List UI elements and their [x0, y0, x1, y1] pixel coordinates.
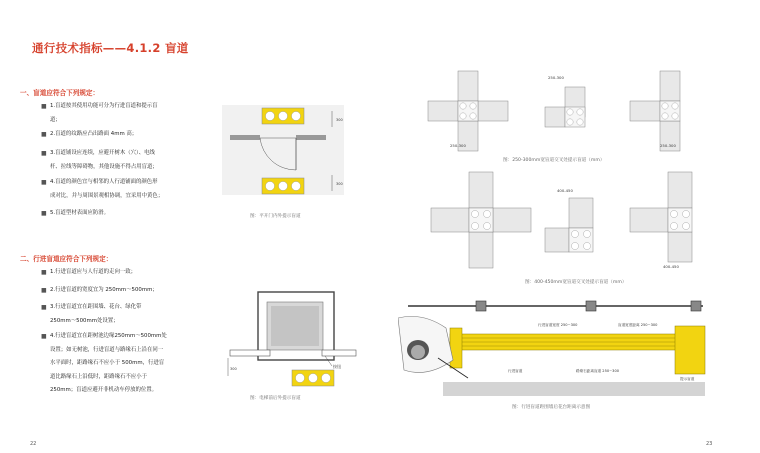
path-label: 提示盲道 [680, 377, 695, 381]
list-item: ■ 5.盲道型材表面应防滑。 [41, 210, 110, 217]
caption-cross-large: 图：400-450mm宽盲道交叉处提示盲道（mm） [525, 280, 627, 285]
dim-label: 300 [336, 118, 343, 122]
dim-label: 300 [230, 367, 237, 371]
section2-heading: 二、行进盲道应符合下列规定： [20, 255, 113, 263]
list-item: ■ 4.行进盲道宜在距树池边缘250mm～500mm处 设置；如无树池，行进盲道与路缘石上沿在同一 水平面时，距路缘石不应小于 500mm，行进盲 道比路缘石上沿低时，距路缘石不应小于 250mm；盲道应避开非机动车停放的位置。 [41, 333, 167, 393]
path-label: 路缘石距离盲道 250~300 [576, 369, 620, 373]
crossing-small-figure [420, 65, 710, 165]
caption-cross-small: 图：250-300mm宽盲道交叉处提示盲道（mm） [503, 158, 605, 163]
door-tactile-figure [222, 105, 362, 225]
caption-elevator: 图：电梯前后外提示盲道 [250, 396, 301, 401]
dim-label: 300 [336, 182, 343, 186]
path-label: 行进盲道宽度 250~300 [538, 323, 578, 327]
elevator-tactile-figure [222, 288, 362, 393]
dim-label: 400-450 [557, 188, 573, 193]
list-item: ■ 1.行进盲道应与人行道的走向一致； [41, 269, 137, 276]
dim-label: 400-450 [663, 264, 679, 269]
dim-label: 250-300 [548, 75, 564, 80]
dim-label: 250-300 [660, 143, 676, 148]
section1-heading: 一、盲道应符合下列规定： [20, 89, 100, 97]
crossing-large-figure [425, 168, 715, 273]
page-title: 通行技术指标——4.1.2 盲道 [32, 41, 189, 55]
list-item: ■ 3.行进盲道宜在距围墙、花台、绿化带 250mm～500mm处设置； [41, 304, 142, 324]
list-item: ■ 1.盲道按其使用功能可分为行进盲道和提示盲 道； [41, 103, 158, 123]
list-item: ■ 2.行进盲道的宽度宜为 250mm～500mm； [41, 287, 158, 294]
caption-path: 图：行进盲道距围墙后花台距离示意图 [512, 405, 591, 410]
list-item: ■ 2.盲道的纹路应凸出路面 4mm 高； [41, 131, 138, 138]
path-label: 行进盲道 [508, 369, 523, 373]
dim-label: 250-300 [450, 143, 466, 148]
list-item: ■ 4.盲道的颜色宜与相邻的人行道铺面的颜色形 成对比，并与周围景观相协调，宜采用中黄色； [41, 179, 164, 199]
caption-door: 图：平开门内外提示盲道 [250, 214, 301, 219]
path-distance-figure [398, 298, 718, 406]
page-number-left: 22 [30, 441, 37, 447]
page-number-right: 23 [706, 441, 713, 447]
path-label: 盲道宽度距离 250~300 [618, 323, 658, 327]
list-item: ■ 3.盲道铺设应连续，应避开树木（穴）、电线 杆、拉线等障碍物，其他设施不得占用盲道； [41, 150, 158, 170]
button-label: 按钮 [333, 364, 341, 369]
